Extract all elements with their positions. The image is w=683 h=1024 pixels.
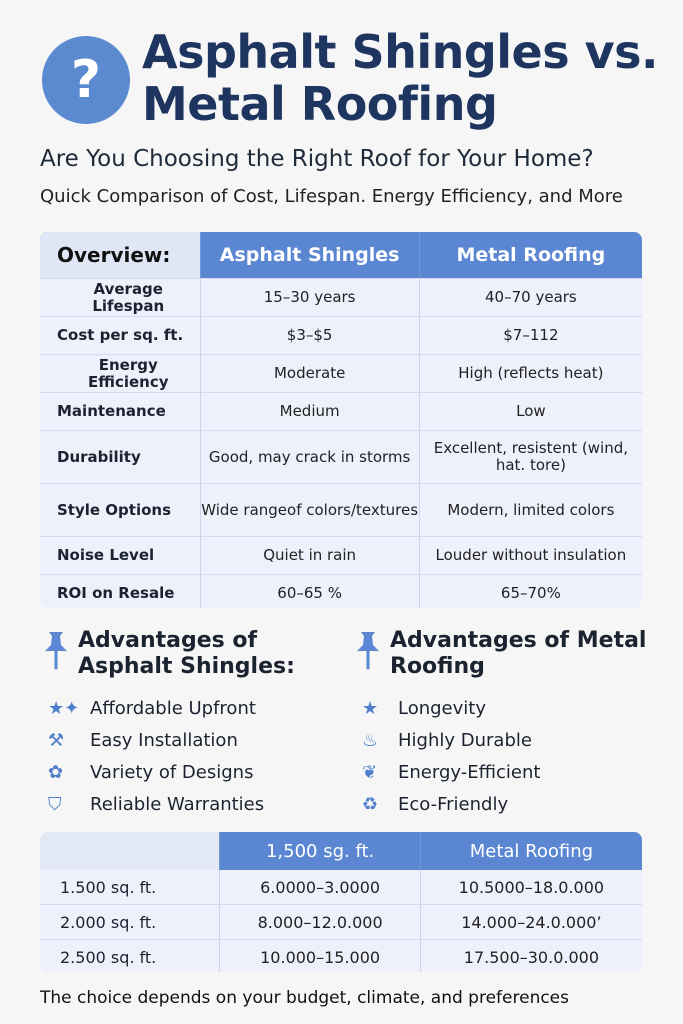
metal-value: Excellent, resistent (wind, hat. tore) <box>433 439 629 474</box>
page-subtitle: Are You Choosing the Right Roof for Your Home? <box>40 146 594 172</box>
asphalt-advantages <box>40 628 340 820</box>
metal-value: Low <box>516 402 546 420</box>
table-row <box>40 905 642 940</box>
table-row <box>40 355 642 393</box>
row-label: Energy Efficiency <box>87 355 169 391</box>
size-label: 2.000 sq. ft. <box>60 912 157 932</box>
advantage-label: Eco-Friendly <box>398 793 509 815</box>
table-row <box>40 575 642 608</box>
list-item <box>40 788 340 820</box>
row-label: Average Lifespan <box>92 279 165 315</box>
table-row <box>40 870 642 905</box>
hammer-icon: ⚒ <box>48 729 65 751</box>
advantage-label: Highly Durable <box>398 729 532 751</box>
asphalt-value: Quiet in rain <box>200 537 420 574</box>
comparison-header-row <box>40 232 642 279</box>
advantage-label: Energy-Efficient <box>398 761 541 783</box>
list-item <box>40 756 340 788</box>
advantage-label: Reliable Warranties <box>90 793 265 815</box>
cost-header-asphalt: 1,500 sg. ft. <box>219 832 420 870</box>
size-label: 2.500 sq. ft. <box>60 947 157 967</box>
row-label: Style Options <box>57 500 172 519</box>
pushpin-icon <box>352 630 384 670</box>
cost-header-row <box>40 832 642 870</box>
footer-note: The choice depends on your budget, climate, and preferences <box>40 988 570 1008</box>
table-row <box>40 279 642 317</box>
asphalt-value: Good, may crack in storms <box>200 431 420 483</box>
advantage-label: Easy Installation <box>90 729 238 751</box>
cost-header-size <box>40 832 219 870</box>
cost-header-metal: Metal Roofing <box>421 832 642 870</box>
metal-advantages <box>352 628 652 820</box>
table-row <box>40 484 642 537</box>
metal-value: 65–70% <box>500 584 561 602</box>
asphalt-cost: 8.000–12.0.000 <box>219 905 420 939</box>
header <box>40 24 660 139</box>
advantage-label: Affordable Upfront <box>90 697 256 719</box>
pushpin-icon <box>40 630 72 670</box>
header-metal: Metal Roofing <box>456 243 606 266</box>
metal-cost: 17.500–30.0.000 <box>463 947 599 967</box>
advantage-label: Variety of Designs <box>90 761 254 783</box>
asphalt-cost: 10.000–15.000 <box>219 940 420 972</box>
metal-cost: 14.000–24.0.000’ <box>461 912 602 932</box>
list-item <box>352 788 652 820</box>
metal-value: Modern, limited colors <box>447 500 615 519</box>
metal-advantages-title: Advantages of Metal Roofing <box>390 628 647 679</box>
asphalt-value: $3–$5 <box>200 317 420 354</box>
table-row <box>40 317 642 355</box>
star-icon: ★ <box>362 697 379 719</box>
comparison-table <box>40 232 642 608</box>
row-label: ROI on Resale <box>57 584 175 602</box>
table-row <box>40 431 642 484</box>
metal-value: 40–70 years <box>485 288 577 306</box>
asphalt-cost: 6.0000–3.0000 <box>219 870 420 904</box>
row-label: Durability <box>57 447 141 466</box>
row-label: Noise Level <box>57 546 155 564</box>
table-row <box>40 537 642 575</box>
row-label: Maintenance <box>57 402 166 420</box>
recycle-icon: ♻ <box>362 793 379 815</box>
asphalt-value: 60–65 % <box>200 575 420 608</box>
cost-table <box>40 832 642 972</box>
list-item <box>352 756 652 788</box>
palette-icon: ✿ <box>48 761 64 783</box>
metal-advantages-list <box>352 692 652 820</box>
question-mark-icon: ? <box>42 36 130 124</box>
leaf-icon: ❦ <box>362 761 378 783</box>
page-tagline: Quick Comparison of Cost, Lifespan. Energy Efficiency, and More <box>40 186 623 207</box>
metal-cost: 10.5000–18.0.000 <box>458 877 605 897</box>
asphalt-advantages-list <box>40 692 340 820</box>
header-asphalt: Asphalt Shingles <box>200 232 420 278</box>
page-title: Asphalt Shingles vs. Metal Roofing <box>142 25 658 131</box>
asphalt-value: 15–30 years <box>200 279 420 316</box>
asphalt-advantages-title: Advantages of Asphalt Shingles: <box>78 628 295 679</box>
list-item <box>40 724 340 756</box>
list-item <box>352 692 652 724</box>
metal-value: $7–112 <box>503 326 559 344</box>
stars-icon: ★✦ <box>48 697 80 719</box>
asphalt-value: Moderate <box>200 355 420 392</box>
advantage-label: Longevity <box>398 697 486 719</box>
shield-check-icon: ⛉ <box>48 793 62 815</box>
list-item <box>40 692 340 724</box>
row-label: Cost per sq. ft. <box>57 326 184 344</box>
metal-value: High (reflects heat) <box>458 364 604 382</box>
size-label: 1.500 sq. ft. <box>60 877 157 897</box>
table-row <box>40 940 642 972</box>
metal-value: Louder without insulation <box>435 546 627 564</box>
flame-icon: ♨ <box>362 729 379 751</box>
list-item <box>352 724 652 756</box>
header-overview: Overview: <box>40 232 200 278</box>
asphalt-value: Medium <box>200 393 420 430</box>
table-row <box>40 393 642 431</box>
asphalt-value: Wide rangeof colors/textures <box>200 484 420 536</box>
